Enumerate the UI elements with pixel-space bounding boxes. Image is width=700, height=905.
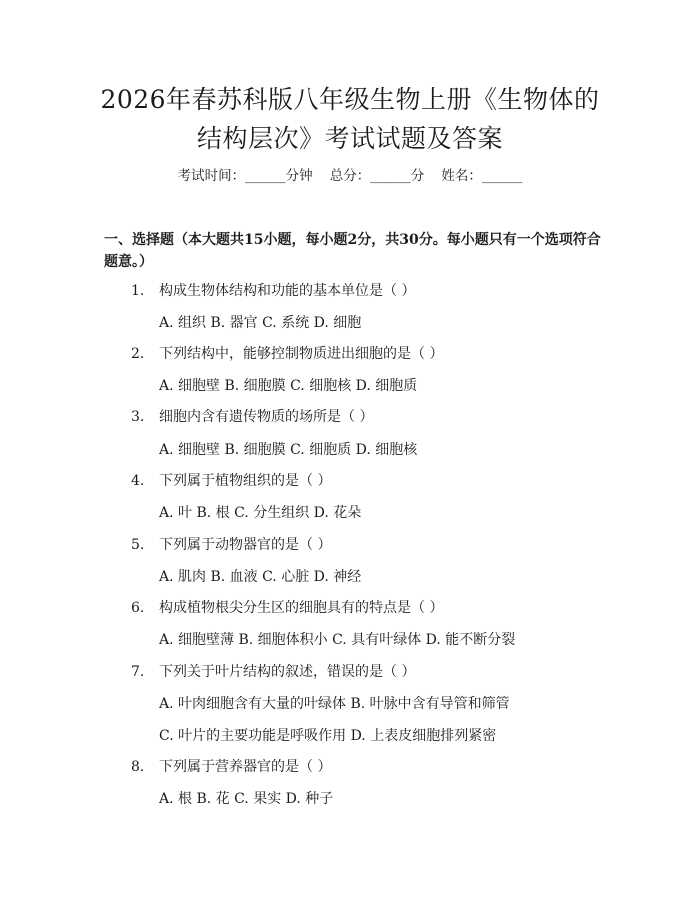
question-number: 6. <box>131 600 145 616</box>
question-text: 构成植物根尖分生区的细胞具有的特点是（ ） <box>159 600 444 616</box>
question-number: 2. <box>131 346 145 362</box>
question-text: 细胞内含有遗传物质的场所是（ ） <box>159 409 374 425</box>
question-text: 下列属于营养器官的是（ ） <box>159 759 332 775</box>
question-number: 4. <box>131 473 145 489</box>
question-4-options: A. 叶 B. 根 C. 分生组织 D. 花朵 <box>159 505 362 521</box>
title-line-2: 结构层次》考试试题及答案 <box>196 124 503 153</box>
question-6-options: A. 细胞壁薄 B. 细胞体积小 C. 具有叶绿体 D. 能不断分裂 <box>159 632 516 648</box>
question-number: 5. <box>131 537 145 553</box>
exam-info-line: 考试时间：______分钟 总分：______分 姓名：______ <box>177 168 523 184</box>
question-text: 下列关于叶片结构的叙述，错误的是（ ） <box>159 664 416 680</box>
question-7-options-line-2: C. 叶片的主要功能是呼吸作用 D. 上表皮细胞排列紧密 <box>159 728 497 744</box>
question-number: 3. <box>131 409 145 425</box>
question-1-options: A. 组织 B. 器官 C. 系统 D. 细胞 <box>159 315 362 331</box>
question-number: 8. <box>131 759 145 775</box>
question-text: 下列属于动物器官的是（ ） <box>159 537 332 553</box>
question-text: 下列结构中，能够控制物质进出细胞的是（ ） <box>159 346 444 362</box>
question-8-options: A. 根 B. 花 C. 果实 D. 种子 <box>159 791 334 807</box>
question-text: 下列属于植物组织的是（ ） <box>159 473 332 489</box>
question-number: 1. <box>131 283 145 299</box>
question-7-options-line-1: A. 叶肉细胞含有大量的叶绿体 B. 叶脉中含有导管和筛管 <box>159 696 510 712</box>
question-2-options: A. 细胞壁 B. 细胞膜 C. 细胞核 D. 细胞质 <box>159 378 418 394</box>
title-line-1: 2026年春苏科版八年级生物上册《生物体的 <box>100 85 600 114</box>
question-5-options: A. 肌肉 B. 血液 C. 心脏 D. 神经 <box>159 569 362 585</box>
question-number: 7. <box>131 664 145 680</box>
section-heading: 一、选择题（本大题共15小题，每小题2分，共30分。每小题只有一个选项符合题意。） <box>104 232 601 270</box>
exam-title <box>60 80 640 158</box>
question-text: 构成生物体结构和功能的基本单位是（ ） <box>159 283 416 299</box>
question-3-options: A. 细胞壁 B. 细胞膜 C. 细胞质 D. 细胞核 <box>159 442 418 458</box>
